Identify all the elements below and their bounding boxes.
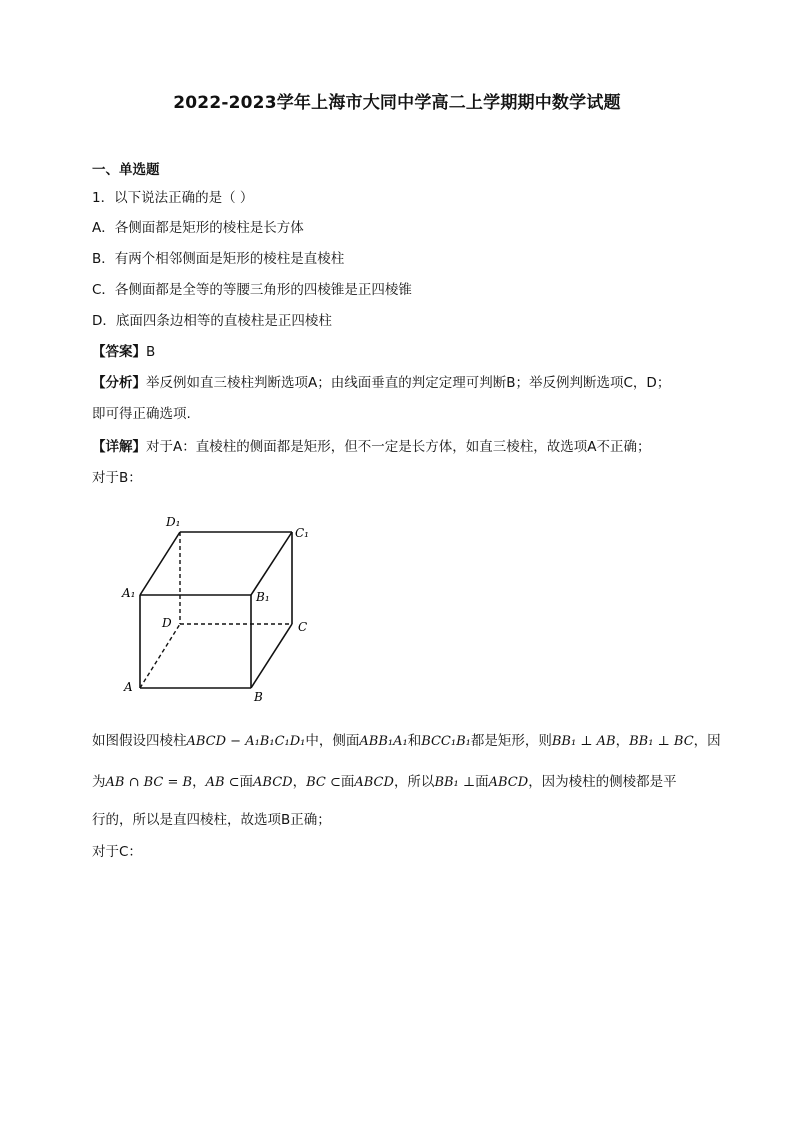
analysis-text-1: 举反例如直三棱柱判断选项A；由线面垂直的判定定理可判断B；举反例判断选项C，D； [146,375,671,391]
text-run: 面 [340,774,355,790]
text-run: 都是矩形，则 [470,733,552,749]
text-run: 和 [407,733,422,749]
label-b1: B₁ [256,590,270,604]
detail-text-1: 对于A：直棱柱的侧面都是矩形，但不一定是长方体，如直三棱柱，故选项A不正确； [146,439,651,455]
math-perp-ab: BB₁ ⊥ AB [551,734,616,749]
section-heading: 一、单选题 [92,162,160,178]
math-plane-abcd: ABCD [354,775,394,790]
prism-figure [112,505,332,705]
prism-diagram [112,505,332,705]
answer-label: 【答案】 [92,344,146,360]
text-run: 中，侧面 [305,733,360,749]
text-run: ，所以 [393,774,435,790]
math-plane-abcd: ABCD [253,775,293,790]
option-d: D．底面四条边相等的直棱柱是正四棱柱 [92,313,332,329]
detail-b-line-3: 行的，所以是直四棱柱，故选项B正确； [92,812,331,828]
analysis-line-1 [92,373,712,393]
detail-b-line-2 [92,772,712,793]
edge-bc [251,624,292,688]
document-title: 2022-2023学年上海市大同中学高二上学期期中数学试题 [173,93,621,113]
label-d1: D₁ [166,515,181,529]
text-run: 面 [239,774,254,790]
math-perp-bc: BB₁ ⊥ BC [629,734,694,749]
math-bc-subset: BC ⊂ [306,775,341,790]
math-prism: ABCD − A₁B₁C₁D₁ [186,734,306,749]
label-a: A [124,680,133,694]
edge-ad-hidden [140,624,180,688]
text-run: ，因为棱柱的侧棱都是平 [528,774,677,790]
math-face-bcc1b1: BCC₁B₁ [421,734,471,749]
detail-label: 【详解】 [92,439,146,455]
detail-c-line: 对于C： [92,844,142,860]
option-b: B．有两个相邻侧面是矩形的棱柱是直棱柱 [92,251,345,267]
answer-value: B [146,344,156,360]
text-run: 为 [92,774,106,790]
detail-line-1 [92,437,712,457]
detail-line-2: 对于B： [92,470,142,486]
analysis-label: 【分析】 [92,375,146,391]
label-a1: A₁ [122,586,136,600]
label-d: D [162,616,172,630]
math-bb1-perp: BB₁ ⊥ [434,775,476,790]
label-c1: C₁ [295,526,309,540]
option-a: A．各侧面都是矩形的棱柱是长方体 [92,220,304,236]
text-run: ， [192,774,206,790]
math-ab-subset: AB ⊂ [205,775,240,790]
label-c: C [298,620,308,634]
option-c: C．各侧面都是全等的等腰三角形的四棱锥是正四棱锥 [92,282,412,298]
edge-b1c1 [251,532,292,595]
math-face-abb1a1: ABB₁A₁ [359,734,408,749]
math-plane-abcd: ABCD [488,775,529,790]
edge-a1d1 [140,532,180,595]
question-stem: 1．以下说法正确的是（ ） [92,190,254,206]
text-run: ， [292,774,307,790]
detail-b-line-1 [92,731,721,752]
text-run: 面 [475,774,489,790]
math-intersection: AB ∩ BC = B [105,775,193,790]
text-run: ， [615,733,630,749]
label-b: B [254,690,263,704]
analysis-line-2: 即可得正确选项. [92,406,191,422]
text-run: 如图假设四棱柱 [92,733,187,749]
answer-line [92,342,712,362]
text-run: ，因 [693,733,721,749]
